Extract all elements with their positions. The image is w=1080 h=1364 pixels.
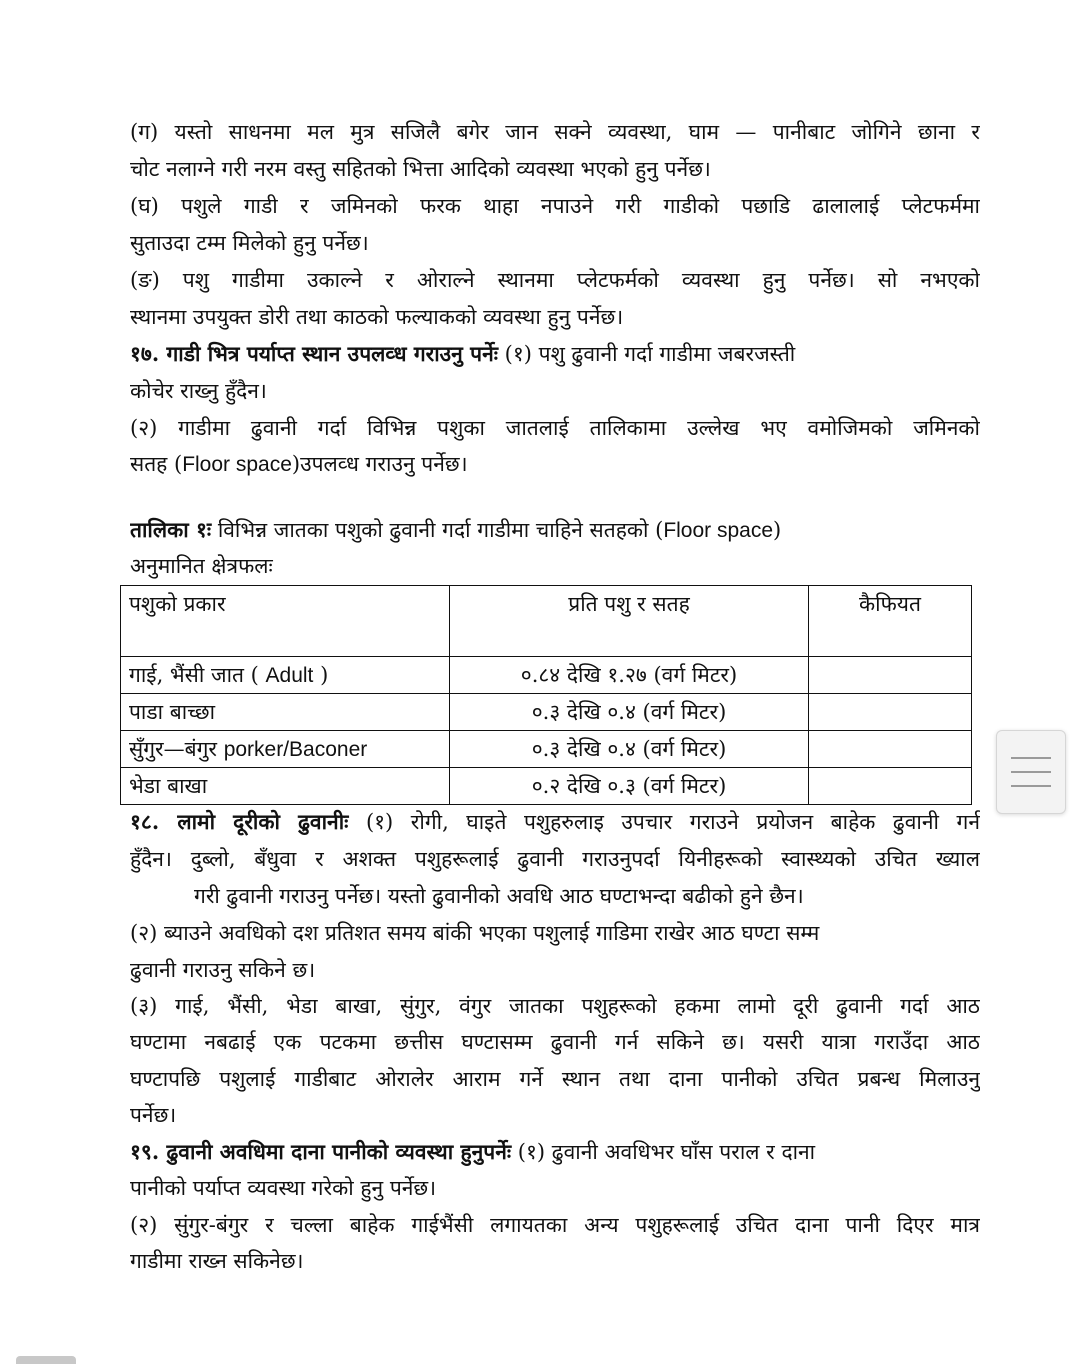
cell-animal-type: [121, 731, 450, 768]
cell-area: ०.३ देखि ०.४ (वर्ग मिटर): [450, 694, 809, 731]
section-18-clause3-line1: (३) गाई, भैंसी, भेडा बाखा, सुंगुर, वंगुर जातका पशुहरूको हकमा लामो दूरी ढुवानी गर्दा आठ: [130, 994, 980, 1018]
cell-text: भेडा बाखा: [129, 774, 208, 798]
para-nga-line1: (ङ) पशु गाडीमा उकाल्ने र ओराल्ने स्थानमा प्लेटफर्मको व्यवस्था हुनु पर्नेछ। सो नभएको: [130, 268, 980, 292]
table-caption: [130, 512, 980, 549]
cell-area: ०.८४ देखि १.२७ (वर्ग मिटर): [450, 657, 809, 694]
section-17-line1: [130, 336, 980, 372]
cell-text-latin: porker/Baconer: [223, 738, 368, 761]
header-remarks: कैफियत: [809, 586, 972, 657]
cell-text: गाई, भैंसी जात (: [129, 663, 266, 687]
section-18-clause3-line3: घण्टापछि पशुलाई गाडीबाट ओरालेर आराम गर्ने स्थान तथा दाना पानीको उचित प्रबन्ध मिलाउनु: [130, 1067, 980, 1091]
table-row: [121, 768, 972, 805]
section-17-clause1: (१) पशु ढुवानी गर्दा गाडीमा जबरजस्ती: [504, 342, 796, 366]
section-18-heading: १८. लामो दूरीको ढुवानीः: [130, 809, 349, 834]
section-17-clause2-line2: [130, 446, 980, 483]
section-19-line1: [130, 1134, 980, 1170]
table-row: [121, 657, 972, 694]
menu-bar: [1011, 785, 1051, 787]
section-19-clause2-line2: गाडीमा राख्न सकिनेछ।: [130, 1249, 304, 1273]
cell-text-latin: Adult: [265, 664, 314, 687]
para-ga-line2: चोट नलाग्ने गरी नरम वस्तु सहितको भित्ता आदिको व्यवस्था भएको हुनु पर्नेछ।: [130, 157, 711, 181]
section-17-line2: कोचेर राख्नु हुँदैन।: [130, 379, 267, 403]
cell-remark: [809, 768, 972, 805]
cell-text: सुँगुर—बंगुर: [129, 737, 224, 761]
scroll-thumb[interactable]: [16, 1356, 76, 1364]
section-19-clause1: (१) ढुवानी अवधिभर घाँस पराल र दाना: [517, 1140, 816, 1164]
section-18-clause3-line2: घण्टामा नबढाई एक पटकमा छत्तीस घण्टासम्म ढुवानी गर्न सकिने छ। यसरी यात्रा गराउँदा आठ: [130, 1030, 980, 1054]
header-animal-type: पशुको प्रकार: [121, 586, 450, 657]
section-18-line3: गरी ढुवानी गराउनु पर्नेछ। यस्तो ढुवानीको अवधि आठ घण्टाभन्दा बढीको हुने छैन।: [194, 884, 804, 908]
floor-space-term: Floor space: [182, 453, 292, 476]
para-ga-line1: (ग) यस्तो साधनमा मल मुत्र सजिलै बगेर जान सक्ने व्यवस्था, घाम — पानीबाट जोगिने छाना र: [130, 120, 980, 144]
table-row: [121, 694, 972, 731]
section-18-clause3-line4: पर्नेछ।: [130, 1103, 177, 1127]
para-nga-line2: स्थानमा उपयुक्त डोरी तथा काठको फल्याकको व्यवस्था हुनु पर्नेछ।: [130, 305, 624, 329]
table-caption-label: तालिका १ः: [130, 517, 212, 542]
cell-text: ): [313, 663, 329, 687]
clause2-text-a: सतह (: [130, 452, 183, 476]
section-18-clause2-line2: ढुवानी गराउनु सकिने छ।: [130, 958, 316, 982]
cell-remark: [809, 657, 972, 694]
cell-area: ०.३ देखि ०.४ (वर्ग मिटर): [450, 731, 809, 768]
section-17-clause2-line1: (२) गाडीमा ढुवानी गर्दा विभिन्न पशुका जातलाई तालिकामा उल्लेख भए वमोजिमको जमिनको: [130, 416, 980, 440]
header-area-per-animal: प्रति पशु र सतह: [450, 586, 809, 657]
table-header-row: [121, 586, 972, 657]
menu-bar: [1011, 757, 1051, 759]
cell-area: ०.२ देखि ०.३ (वर्ग मिटर): [450, 768, 809, 805]
cell-text: पाडा बाच्छा: [129, 700, 216, 724]
section-19-heading: १९. ढुवानी अवधिमा दाना पानीको व्यवस्था हुनुपर्नेः: [130, 1139, 512, 1164]
section-19-clause2-line1: (२) सुंगुर-बंगुर र चल्ला बाहेक गाईभैंसी लगायतका अन्य पशुहरूलाई उचित दाना पानी दिएर मात्र: [130, 1213, 980, 1237]
section-18-clause1: (१) रोगी, घाइते पशुहरुलाइ उपचार गराउने प्रयोजन बाहेक ढुवानी गर्न: [365, 810, 980, 834]
menu-bar: [1011, 771, 1051, 773]
hamburger-menu-icon[interactable]: [996, 730, 1066, 814]
table-caption-floor-space: Floor space: [663, 519, 774, 542]
section-17-heading: १७. गाडी भित्र पर्याप्त स्थान उपलव्ध गराउनु पर्नेः: [130, 341, 498, 366]
table-caption-text-a: विभिन्न जातका पशुको ढुवानी गर्दा गाडीमा चाहिने सतहको (: [211, 518, 664, 542]
table-caption-line2: अनुमानित क्षेत्रफलः: [130, 554, 273, 578]
cell-animal-type: [121, 694, 450, 731]
cell-animal-type: [121, 657, 450, 694]
section-18-line1: [130, 804, 980, 840]
floor-space-table: [120, 585, 972, 805]
para-gha-line1: (घ) पशुले गाडी र जमिनको फरक थाहा नपाउने गरी गाडीको पछाडि ढालालाई प्लेटफर्ममा: [130, 194, 980, 218]
para-gha-line2: सुताउदा टम्म मिलेको हुनु पर्नेछ।: [130, 231, 369, 255]
clause2-text-c: )उपलव्ध गराउनु पर्नेछ।: [291, 452, 468, 476]
section-18-line2: हुँदैन। दुब्लो, बँधुवा र अशक्त पशुहरूलाई ढुवानी गराउनुपर्दा यिनीहरूको स्वास्थ्यको उचित ख्याल: [130, 847, 980, 871]
section-18-clause2-line1: (२) ब्याउने अवधिको दश प्रतिशत समय बांकी भएका पशुलाई गाडिमा राखेर आठ घण्टा सम्म: [130, 921, 820, 945]
table-caption-text-c: ): [773, 518, 782, 542]
table-row: [121, 731, 972, 768]
cell-animal-type: [121, 768, 450, 805]
cell-remark: [809, 694, 972, 731]
cell-remark: [809, 731, 972, 768]
section-19-line2: पानीको पर्याप्त व्यवस्था गरेको हुनु पर्नेछ।: [130, 1176, 437, 1200]
